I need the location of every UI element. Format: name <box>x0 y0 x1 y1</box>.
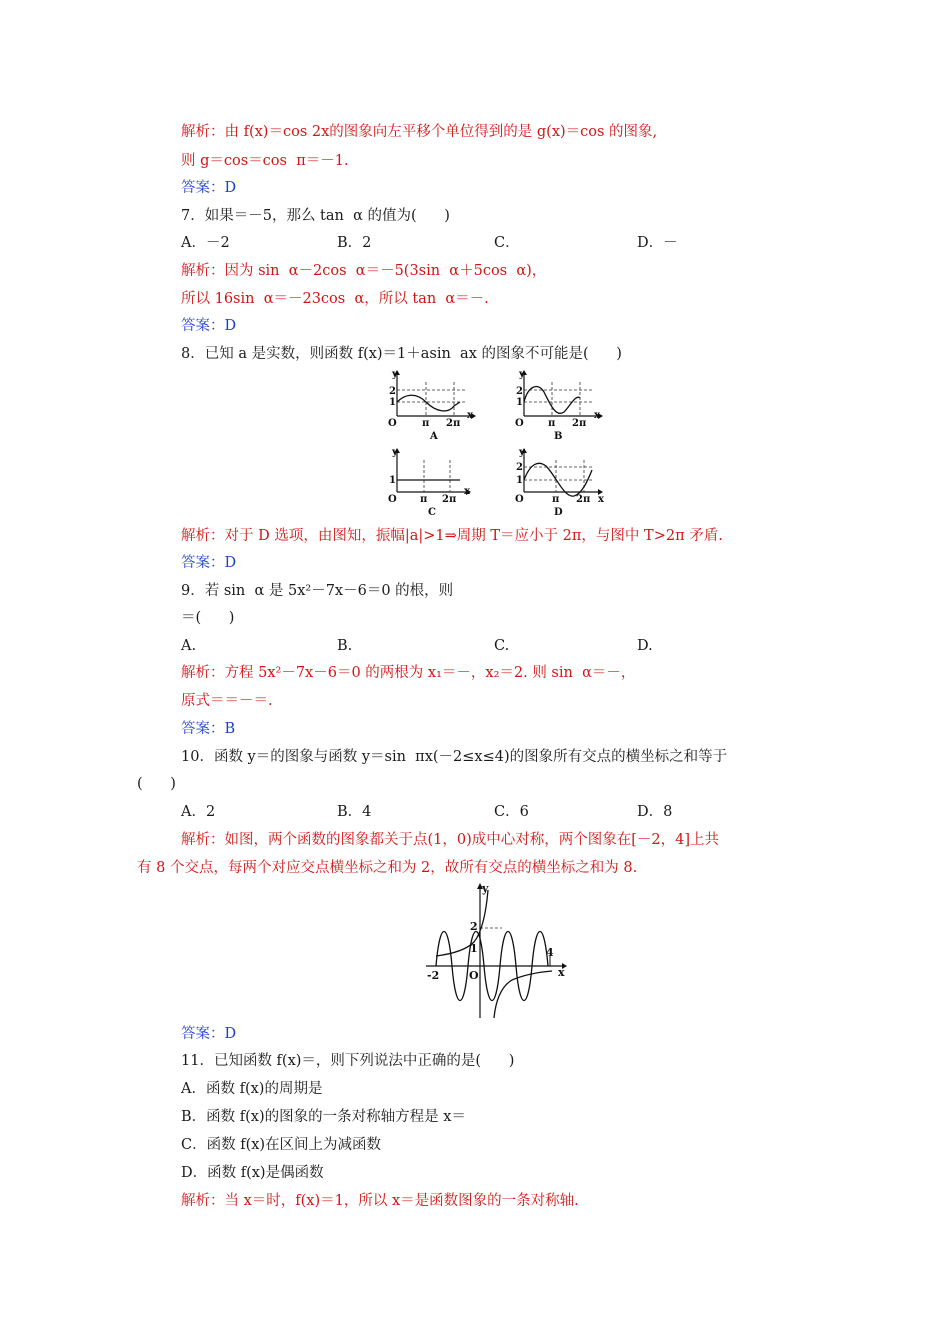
q11-option-c: C．函数 f(x)在区间上为减函数 <box>181 1137 382 1153</box>
q9-solution-line-2: 原式＝＝－＝. <box>181 693 273 709</box>
q8-c-axis-y: y <box>392 447 398 458</box>
answer-label: 答案： <box>181 1026 225 1042</box>
q11-option-d: D．函数 f(x)是偶函数 <box>181 1165 324 1181</box>
answer-label: 答案： <box>181 180 225 196</box>
q10-stem-line-1: 10．函数 y＝的图象与函数 y＝sin πx(－2≤x≤4)的图象所有交点的横坐标之和等于 <box>181 749 728 765</box>
answer-label: 答案： <box>181 721 225 737</box>
q8-b-origin: O <box>515 418 524 429</box>
q8-b-tick-1: 1 <box>516 397 523 408</box>
q8-a-tick-1: 1 <box>389 397 396 408</box>
q8-a-tick-2pi: 2π <box>446 418 461 429</box>
q8-d-axis-y: y <box>519 447 525 458</box>
q10-axis-y: y <box>482 882 489 895</box>
q8-d-label: D <box>554 507 563 518</box>
q8-a-axis-x: x <box>467 410 473 421</box>
q9-option-a: A. <box>181 638 197 654</box>
q8-b-axis-x: x <box>594 410 600 421</box>
q8-answer <box>181 553 236 573</box>
q6-solution-line-1: 解析：由 f(x)＝cos 2x的图象向左平移个单位得到的是 g(x)＝cos 的图象, <box>181 124 658 140</box>
q10-option-b: B．4 <box>337 804 372 820</box>
q10-stem-line-2: ( ) <box>137 776 176 792</box>
q8-solution: 解析：对于 D 选项，由图知，振幅|a|>1⇒周期 T＝应小于 2π，与图中 T>2π 矛盾. <box>181 528 723 544</box>
q9-stem-line-1: 9．若 sin α 是 5x²－7x－6＝0 的根，则 <box>181 583 454 599</box>
q9-solution-line-1: 解析：方程 5x²－7x－6＝0 的两根为 x₁＝－，x₂＝2. 则 sin α＝－， <box>181 665 636 681</box>
q8-d-tick-1: 1 <box>516 475 523 486</box>
q8-d-tick-2: 2 <box>516 462 523 473</box>
q10-graph-figure <box>422 880 570 1020</box>
q8-b-tick-2: 2 <box>516 386 523 397</box>
q9-option-d: D. <box>637 638 653 654</box>
q10-option-a: A．2 <box>181 804 216 820</box>
q8-b-axis-y: y <box>519 369 525 380</box>
q8-a-tick-pi: π <box>422 418 430 429</box>
q7-stem: 7．如果＝－5，那么 tan α 的值为( ) <box>181 208 450 224</box>
q8-graph-b <box>515 369 603 442</box>
q8-a-axis-y: y <box>392 369 398 380</box>
q9-answer <box>181 719 235 739</box>
q8-d-tick-pi: π <box>552 494 560 505</box>
answer-label: 答案： <box>181 555 225 571</box>
q10-axis-x: x <box>558 966 565 979</box>
q8-b-label: B <box>554 431 563 442</box>
q6-solution-line-2: 则 g＝cos＝cos π＝－1. <box>181 153 349 169</box>
q8-a-tick-2: 2 <box>389 386 396 397</box>
answer-label: 答案： <box>181 318 225 334</box>
q8-b-tick-2pi: 2π <box>572 418 587 429</box>
q9-stem-line-2: ＝( ) <box>181 610 235 626</box>
q8-c-tick-pi: π <box>420 494 428 505</box>
q10-tick-neg2: -2 <box>427 969 440 982</box>
q11-option-b: B．函数 f(x)的图象的一条对称轴方程是 x＝ <box>181 1109 466 1125</box>
q8-b-tick-pi: π <box>548 418 556 429</box>
q7-option-d: D．－ <box>637 235 678 251</box>
q7-solution-line-1: 解析：因为 sin α－2cos α＝－5(3sin α＋5cos α)， <box>181 263 547 279</box>
q10-origin: O <box>469 969 479 982</box>
q8-a-origin: O <box>388 418 397 429</box>
answer-value: D <box>224 555 237 571</box>
q10-solution-line-2: 有 8 个交点，每两个对应交点横坐标之和为 2，故所有交点的横坐标之和为 8. <box>137 860 638 876</box>
q7-option-c: C． <box>494 235 520 251</box>
q7-option-a: A．－2 <box>181 235 230 251</box>
q8-graph-d <box>515 447 605 518</box>
q11-option-a: A．函数 f(x)的周期是 <box>181 1081 323 1097</box>
q7-option-b: B．2 <box>337 235 372 251</box>
q8-d-axis-x: x <box>598 494 604 505</box>
q6-answer <box>181 178 236 198</box>
q8-stem: 8．已知 a 是实数，则函数 f(x)＝1＋asin ax 的图象不可能是( ) <box>181 346 622 362</box>
q8-graph-c <box>388 447 471 518</box>
q10-solution-line-1: 解析：如图，两个函数的图象都关于点(1，0)成中心对称，两个图象在[－2，4]上共 <box>181 832 720 848</box>
q11-solution: 解析：当 x＝时，f(x)＝1，所以 x＝是函数图象的一条对称轴. <box>181 1193 579 1209</box>
q8-d-tick-2pi: 2π <box>576 494 591 505</box>
q7-solution-line-2: 所以 16sin α＝－23cos α，所以 tan α＝－. <box>181 291 489 307</box>
q10-option-d: D．8 <box>637 804 673 820</box>
q10-answer <box>181 1024 236 1044</box>
q9-option-b: B. <box>337 638 353 654</box>
answer-value: D <box>224 318 237 334</box>
q10-tick-1: 1 <box>470 942 478 955</box>
q8-graph-a <box>388 369 476 442</box>
q10-option-c: C．6 <box>494 804 529 820</box>
q9-option-c: C. <box>494 638 510 654</box>
q11-stem: 11．已知函数 f(x)＝，则下列说法中正确的是( ) <box>181 1053 515 1069</box>
answer-value: D <box>224 180 237 196</box>
answer-value: B <box>224 721 236 737</box>
q8-c-label: C <box>428 507 436 518</box>
q8-c-tick-1: 1 <box>389 475 396 486</box>
q8-a-label: A <box>430 431 438 442</box>
q8-graphs-figure <box>380 368 616 524</box>
q10-tick-4: 4 <box>546 946 554 959</box>
q10-rational-curve-right <box>494 971 552 1018</box>
q7-answer <box>181 316 236 336</box>
q8-c-axis-x: x <box>464 486 470 497</box>
q8-d-origin: O <box>515 494 524 505</box>
q8-c-tick-2pi: 2π <box>442 494 457 505</box>
q10-tick-2: 2 <box>470 920 478 933</box>
q8-c-origin: O <box>388 494 397 505</box>
answer-value: D <box>224 1026 237 1042</box>
